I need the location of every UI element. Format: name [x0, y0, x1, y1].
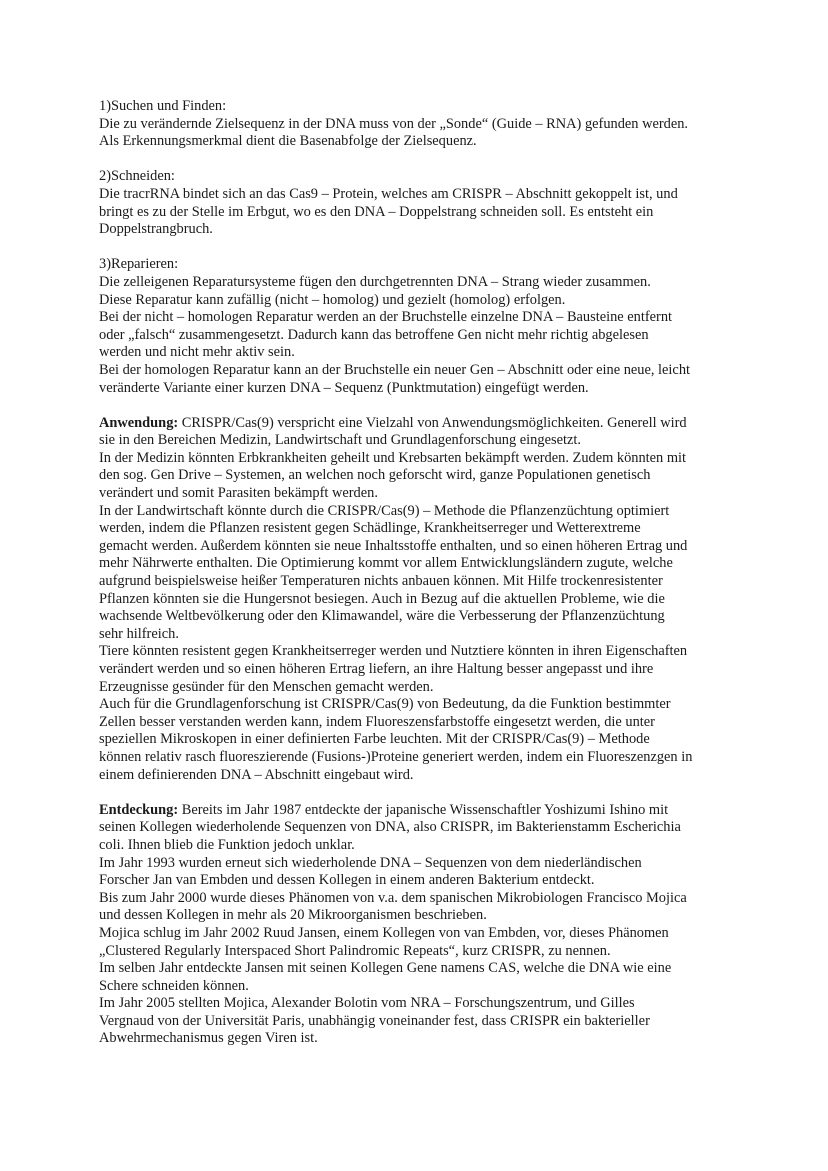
text-line: speziellen Mikroskopen in einer definierten Farbe leuchten. Mit der CRISPR/Cas(9) – Methode	[99, 731, 650, 748]
text-line: und dessen Kollegen in mehr als 20 Mikroorganismen beschrieben.	[99, 907, 487, 924]
section-heading: 1)Suchen und Finden:	[99, 98, 227, 114]
text-line: sie in den Bereichen Medizin, Landwirtschaft und Grundlagenforschung eingesetzt.	[99, 432, 581, 449]
text-line: Die zu verändernde Zielsequenz in der DNA muss von der „Sonde“ (Guide – RNA) gefunden werden.	[99, 115, 689, 132]
text-line: Doppelstrangbruch.	[99, 221, 213, 238]
section-schneiden	[99, 168, 739, 238]
text-line: In der Medizin könnten Erbkrankheiten geheilt und Krebsarten bekämpft werden. Zudem könnten mit	[99, 449, 687, 466]
text-line: werden, indem die Pflanzen resistent gegen Schädlinge, Krankheitserreger und Wetterextreme	[99, 520, 641, 537]
text-line: den sog. Gen Drive – Systemen, an welchen noch geforscht wird, ganze Populationen genetisch	[99, 467, 651, 484]
section-heading: 3)Reparieren:	[99, 256, 179, 273]
text-line: einem definierenden DNA – Abschnitt eingebaut wird.	[99, 766, 414, 783]
text-line: Im Jahr 2005 stellten Mojica, Alexander Bolotin vom NRA – Forschungszentrum, und Gilles	[99, 995, 635, 1012]
text-line: mehr Nährwerte enthalten. Die Optimierung kommt vor allem Entwicklungsländern zugute, welche	[99, 555, 673, 572]
text-line: Diese Reparatur kann zufällig (nicht – homolog) und gezielt (homolog) erfolgen.	[99, 291, 566, 308]
text-line: Im Jahr 1993 wurden erneut sich wiederholende DNA – Sequenzen von dem niederländischen	[99, 854, 642, 871]
section-entdeckung	[99, 802, 739, 1048]
document-page	[99, 98, 739, 1066]
text-line: Schere schneiden können.	[99, 977, 249, 994]
section-anwendung	[99, 415, 739, 784]
text-line: Auch für die Grundlagenforschung ist CRISPR/Cas(9) von Bedeutung, da die Funktion bestimmter	[99, 696, 671, 713]
text-line: Mojica schlug im Jahr 2002 Ruud Jansen, einem Kollegen von van Embden, vor, dieses Phänomen	[99, 924, 669, 941]
text-line: Bis zum Jahr 2000 wurde dieses Phänomen von v.a. dem spanischen Mikrobiologen Francisco Mojica	[99, 889, 687, 906]
text-line: seinen Kollegen wiederholende Sequenzen von DNA, also CRISPR, im Bakterienstamm Escherichia	[99, 819, 681, 836]
text-line: Im selben Jahr entdeckte Jansen mit seinen Kollegen Gene namens CAS, welche die DNA wie eine	[99, 960, 672, 977]
section-reparieren	[99, 256, 739, 397]
text-line: Bei der nicht – homologen Reparatur werden an der Bruchstelle einzelne DNA – Bausteine entfernt	[99, 309, 673, 326]
section-heading: 2)Schneiden:	[99, 168, 175, 185]
text-line: Die tracrRNA bindet sich an das Cas9 – Protein, welches am CRISPR – Abschnitt gekoppelt ist, und	[99, 185, 678, 202]
section-suchen	[99, 98, 739, 151]
text-line: coli. Ihnen blieb die Funktion jedoch unklar.	[99, 836, 355, 853]
text-line: verändert und somit Parasiten bekämpft werden.	[99, 485, 378, 502]
text-line: Bei der homologen Reparatur kann an der Bruchstelle ein neuer Gen – Abschnitt oder eine neue, leicht	[99, 361, 691, 378]
text-line: werden und nicht mehr aktiv sein.	[99, 344, 295, 361]
text-line: „Clustered Regularly Interspaced Short Palindromic Repeats“, kurz CRISPR, zu nennen.	[99, 942, 611, 959]
section-label: Anwendung:	[99, 414, 179, 431]
text-line: Tiere könnten resistent gegen Krankheitserreger werden und Nutztiere könnten in ihren Eigenschaften	[99, 643, 688, 660]
text-line: oder „falsch“ zusammengesetzt. Dadurch kann das betroffene Gen nicht mehr richtig abgelesen	[99, 326, 649, 343]
text-span: Bereits im Jahr 1987 entdeckte der japanische Wissenschaftler Yoshizumi Ishino mit	[178, 801, 669, 818]
text-line: Forscher Jan van Embden und dessen Kollegen in einem anderen Bakterium entdeckt.	[99, 872, 595, 889]
text-line: Abwehrmechanismus gegen Viren ist.	[99, 1030, 318, 1047]
text-line: verändert werden und so einen höheren Ertrag liefern, an ihre Haltung besser angepasst und ihre	[99, 661, 654, 677]
text-line: wachsende Weltbevölkerung oder den Klimawandel, wäre die Verbesserung der Pflanzenzüchtung	[99, 608, 665, 625]
text-span: CRISPR/Cas(9) verspricht eine Vielzahl von Anwendungsmöglichkeiten. Generell wird	[178, 414, 687, 431]
text-line: In der Landwirtschaft könnte durch die CRISPR/Cas(9) – Methode die Pflanzenzüchtung optimiert	[99, 502, 670, 519]
text-line: Erzeugnisse gesünder für den Menschen gemacht werden.	[99, 678, 434, 695]
text-line: gemacht werden. Außerdem könnten sie neue Inhaltsstoffe enthalten, und so einen höheren Ertrag und	[99, 537, 688, 554]
text-line: aufgrund beispielsweise heißer Temperaturen nichts anbauen können. Mit Hilfe trockenresistenter	[99, 573, 663, 590]
text-line: können relativ rasch fluoreszierende (Fusions-)Proteine generiert werden, indem ein Fluoreszenzgen in	[99, 748, 693, 765]
text-line: veränderte Variante einer kurzen DNA – Sequenz (Punktmutation) eingefügt werden.	[99, 379, 589, 396]
text-line: sehr hilfreich.	[99, 625, 179, 642]
section-label: Entdeckung:	[99, 801, 179, 818]
section-first-line	[99, 802, 739, 820]
text-line: Pflanzen könnten sie die Hungersnot besiegen. Auch in Bezug auf die aktuellen Probleme, wie die	[99, 590, 665, 607]
text-line: Als Erkennungsmerkmal dient die Basenabfolge der Zielsequenz.	[99, 133, 477, 150]
text-line: Zellen besser verstanden werden kann, indem Fluoreszensfarbstoffe eingesetzt werden, die unter	[99, 713, 655, 730]
text-line: Die zelleigenen Reparatursysteme fügen den durchgetrennten DNA – Strang wieder zusammen.	[99, 273, 651, 290]
section-first-line	[99, 415, 739, 433]
text-line: bringt es zu der Stelle im Erbgut, wo es den DNA – Doppelstrang schneiden soll. Es entsteht ein	[99, 203, 654, 220]
text-line: Vergnaud von der Universität Paris, unabhängig voneinander fest, dass CRISPR ein bakterieller	[99, 1012, 650, 1029]
